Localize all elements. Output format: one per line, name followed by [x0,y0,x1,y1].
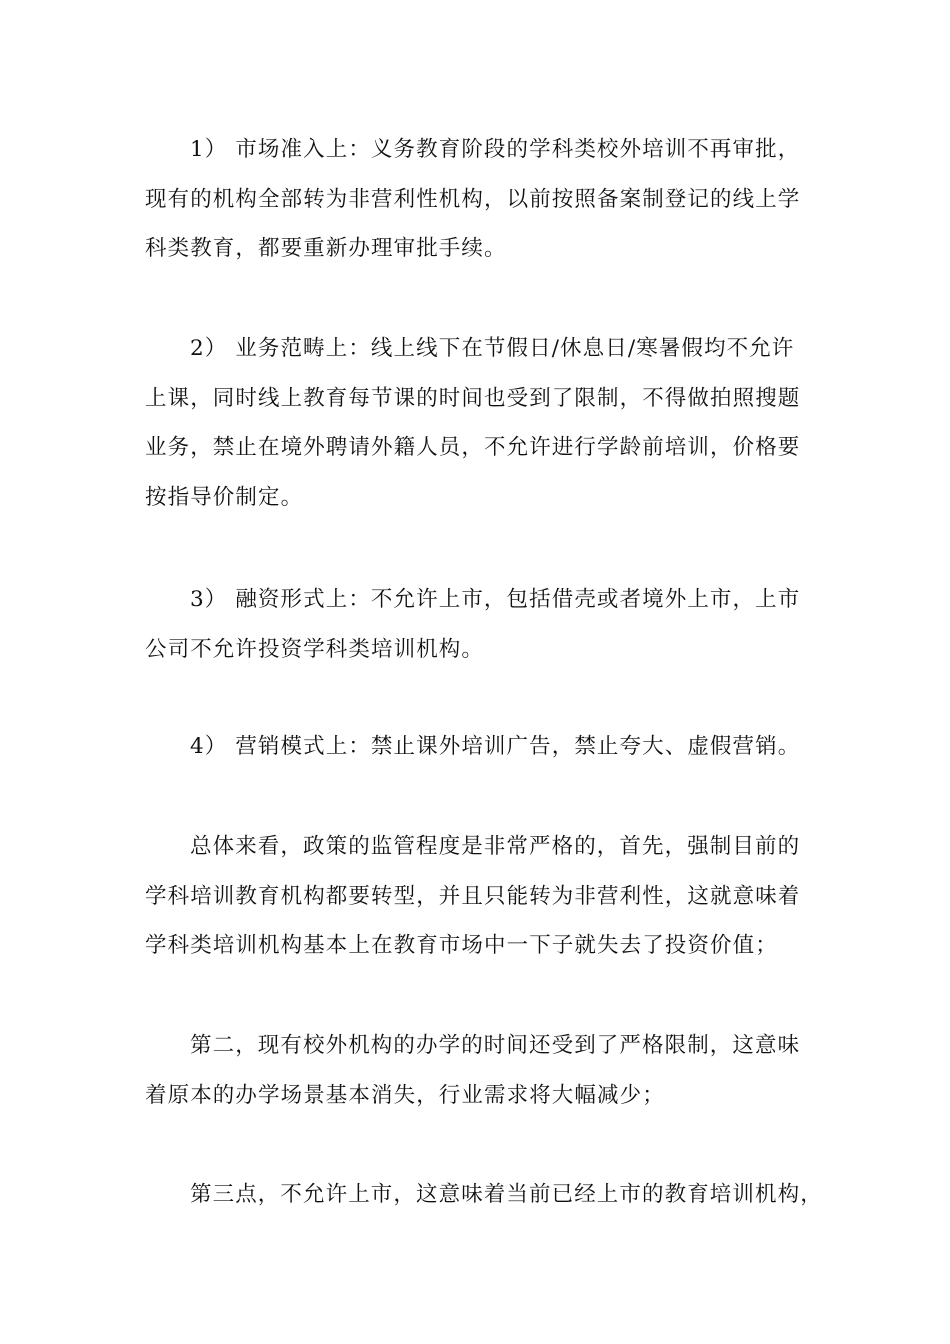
paragraph-line: 学科类培训机构基本上在教育市场中一下子就失去了投资价值； [145,933,778,959]
paragraph-line: 学科培训教育机构都要转型，并且只能转为非营利性，这就意味着 [145,883,801,909]
paragraph-third-point [145,1170,825,1220]
paragraph-line: 4） 营销模式上：禁止课外培训广告，禁止夸大、虚假营销。 [190,734,801,759]
paragraph-line: 第三点，不允许上市，这意味着当前已经上市的教育培训机构， [190,1182,823,1207]
paragraph-line: 1） 市场准入上：义务教育阶段的学科类校外培训不再审批， [190,137,801,162]
paragraph-line: 第二，现有校外机构的办学的时间还受到了严格限制，这意味 [190,1033,801,1058]
paragraph-line: 公司不允许投资学科类培训机构。 [145,636,485,662]
paragraph-marketing [145,722,825,772]
paragraph-line: 2） 业务范畴上：线上线下在节假日/休息日/寒暑假均不允许 [190,336,795,361]
paragraph-line: 业务，禁止在境外聘请外籍人员，不允许进行学龄前培训，价格要 [145,435,801,461]
paragraph-line: 着原本的办学场景基本消失，行业需求将大幅减少； [145,1082,665,1108]
paragraph-line: 总体来看，政策的监管程度是非常严格的，首先，强制目前的 [190,834,801,859]
paragraph-line: 按指导价制定。 [145,484,304,510]
paragraph-line: 现有的机构全部转为非营利性机构，以前按照备案制登记的线上学 [145,186,801,212]
paragraph-line: 上课，同时线上教育每节课的时间也受到了限制，不得做拍照搜题 [145,385,801,411]
paragraph-overall [145,822,825,971]
paragraph-second-point [145,1021,825,1120]
paragraph-line: 3） 融资形式上：不允许上市，包括借壳或者境外上市，上市 [190,587,801,612]
paragraph-line: 科类教育，都要重新办理审批手续。 [145,236,507,262]
paragraph-financing [145,575,825,674]
paragraph-business-scope [145,324,825,522]
paragraph-market-access [145,125,825,274]
